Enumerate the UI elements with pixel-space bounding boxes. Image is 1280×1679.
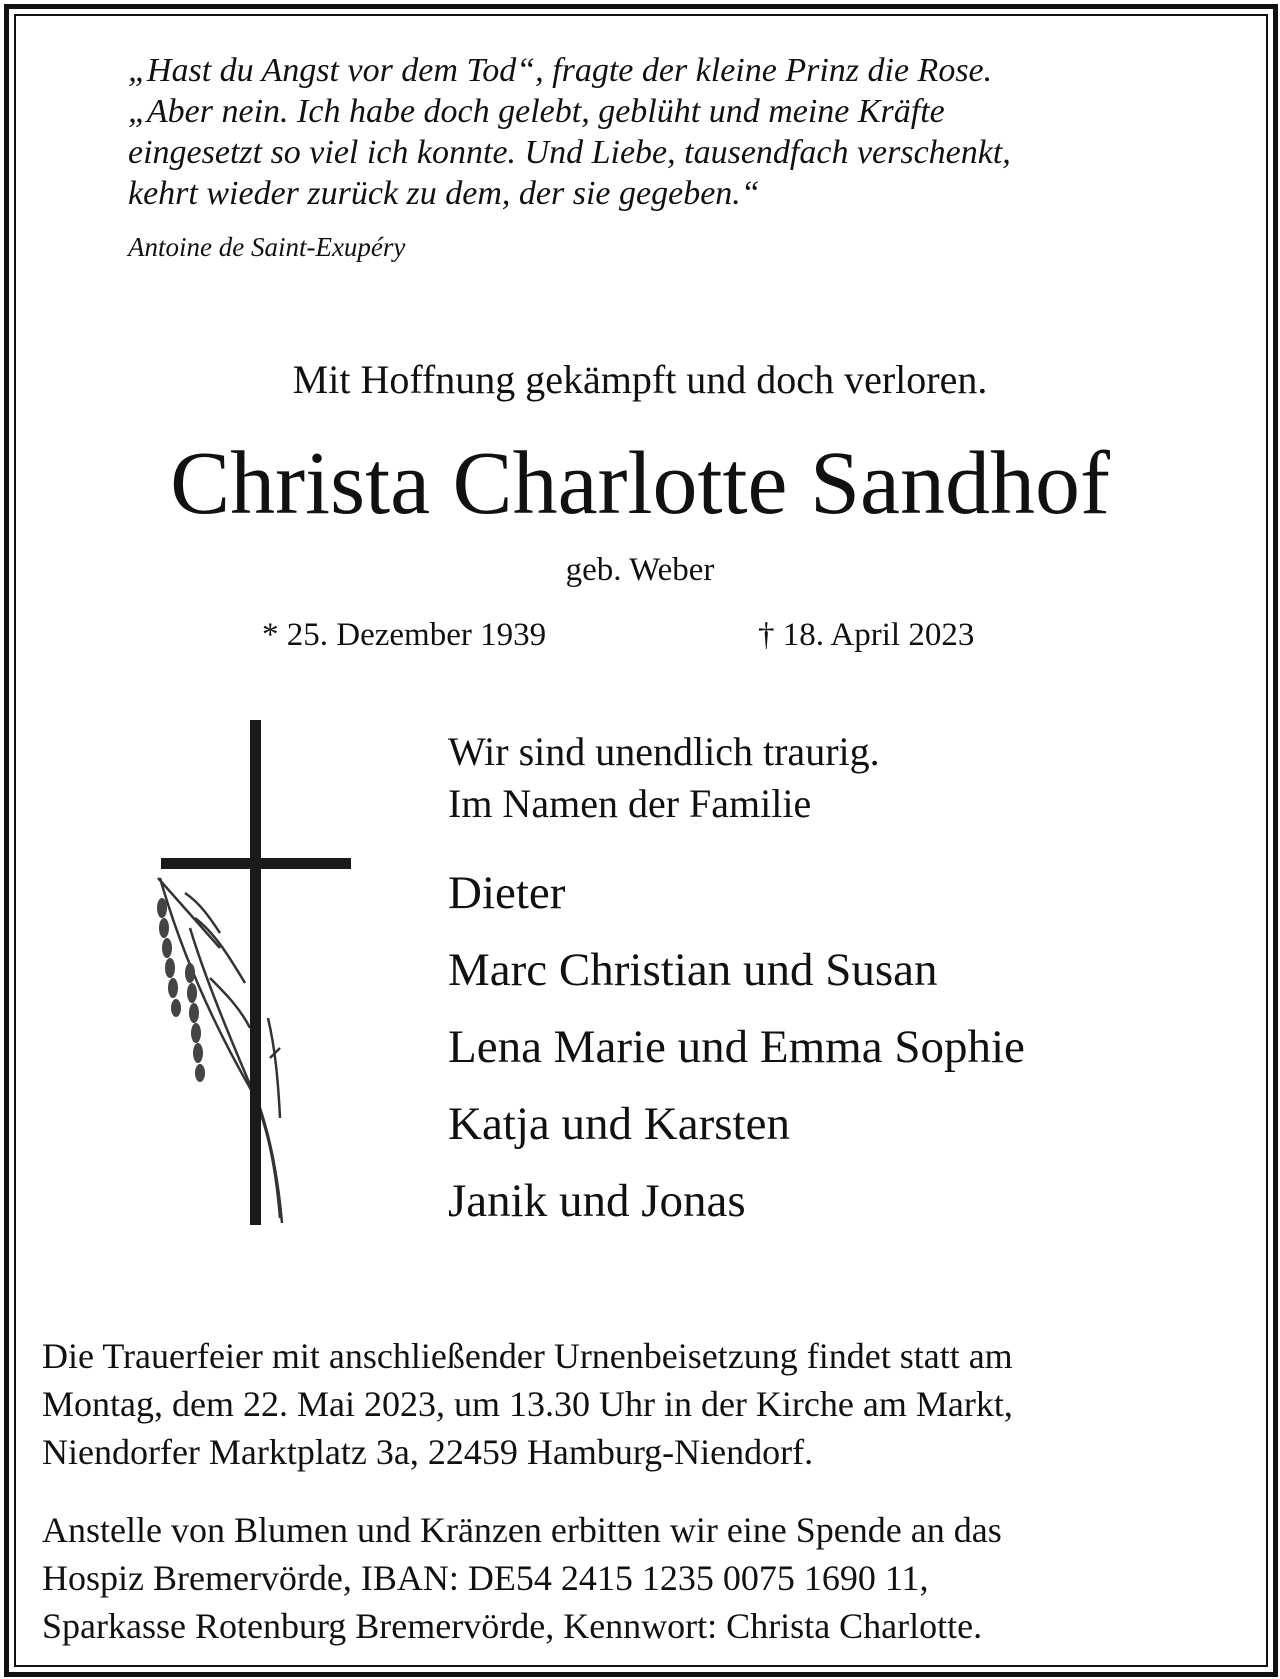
cross-with-wheat-icon bbox=[150, 718, 360, 1233]
family-member: Marc Christian und Susan bbox=[448, 944, 938, 996]
donation-line: Anstelle von Blumen und Kränzen erbitten wir eine Spende an das bbox=[42, 1510, 1002, 1550]
family-member: Katja und Karsten bbox=[448, 1098, 790, 1150]
family-member: Dieter bbox=[448, 867, 566, 919]
donation-info bbox=[42, 1506, 1252, 1650]
mourning-text bbox=[448, 726, 880, 830]
service-line: Die Trauerfeier mit anschließender Urnenbeisetzung findet statt am bbox=[42, 1336, 1013, 1376]
donation-line: Sparkasse Rotenburg Bremervörde, Kennwort: Christa Charlotte. bbox=[42, 1606, 983, 1646]
service-line: Montag, dem 22. Mai 2023, um 13.30 Uhr in der Kirche am Markt, bbox=[42, 1384, 1013, 1424]
quote-line: „Aber nein. Ich habe doch gelebt, geblüht und meine Kräfte bbox=[128, 93, 945, 130]
birth-date: * 25. Dezember 1939 bbox=[262, 617, 547, 653]
quote-block bbox=[128, 50, 1208, 214]
family-member: Lena Marie und Emma Sophie bbox=[448, 1021, 1025, 1073]
quote-line: eingesetzt so viel ich konnte. Und Liebe, tausendfach verschenkt, bbox=[128, 134, 1011, 171]
mourning-line: Wir sind unendlich traurig. bbox=[448, 729, 880, 774]
deceased-name: Christa Charlotte Sandhof bbox=[170, 434, 1110, 533]
family-list bbox=[448, 855, 1025, 1240]
quote-author: Antoine de Saint-Exupéry bbox=[128, 232, 406, 262]
service-info bbox=[42, 1332, 1252, 1476]
service-line: Niendorfer Marktplatz 3a, 22459 Hamburg-Niendorf. bbox=[42, 1432, 814, 1472]
quote-line: kehrt wieder zurück zu dem, der sie gegeben.“ bbox=[128, 175, 760, 212]
quote-line: „Hast du Angst vor dem Tod“, fragte der kleine Prinz die Rose. bbox=[128, 52, 993, 89]
motto: Mit Hoffnung gekämpft und doch verloren. bbox=[292, 357, 988, 402]
mourning-line: Im Namen der Familie bbox=[448, 781, 812, 826]
family-member: Janik und Jonas bbox=[448, 1175, 746, 1227]
donation-line: Hospiz Bremervörde, IBAN: DE54 2415 1235 0075 1690 11, bbox=[42, 1558, 929, 1598]
death-date: † 18. April 2023 bbox=[758, 617, 975, 653]
maiden-name: geb. Weber bbox=[565, 552, 715, 588]
